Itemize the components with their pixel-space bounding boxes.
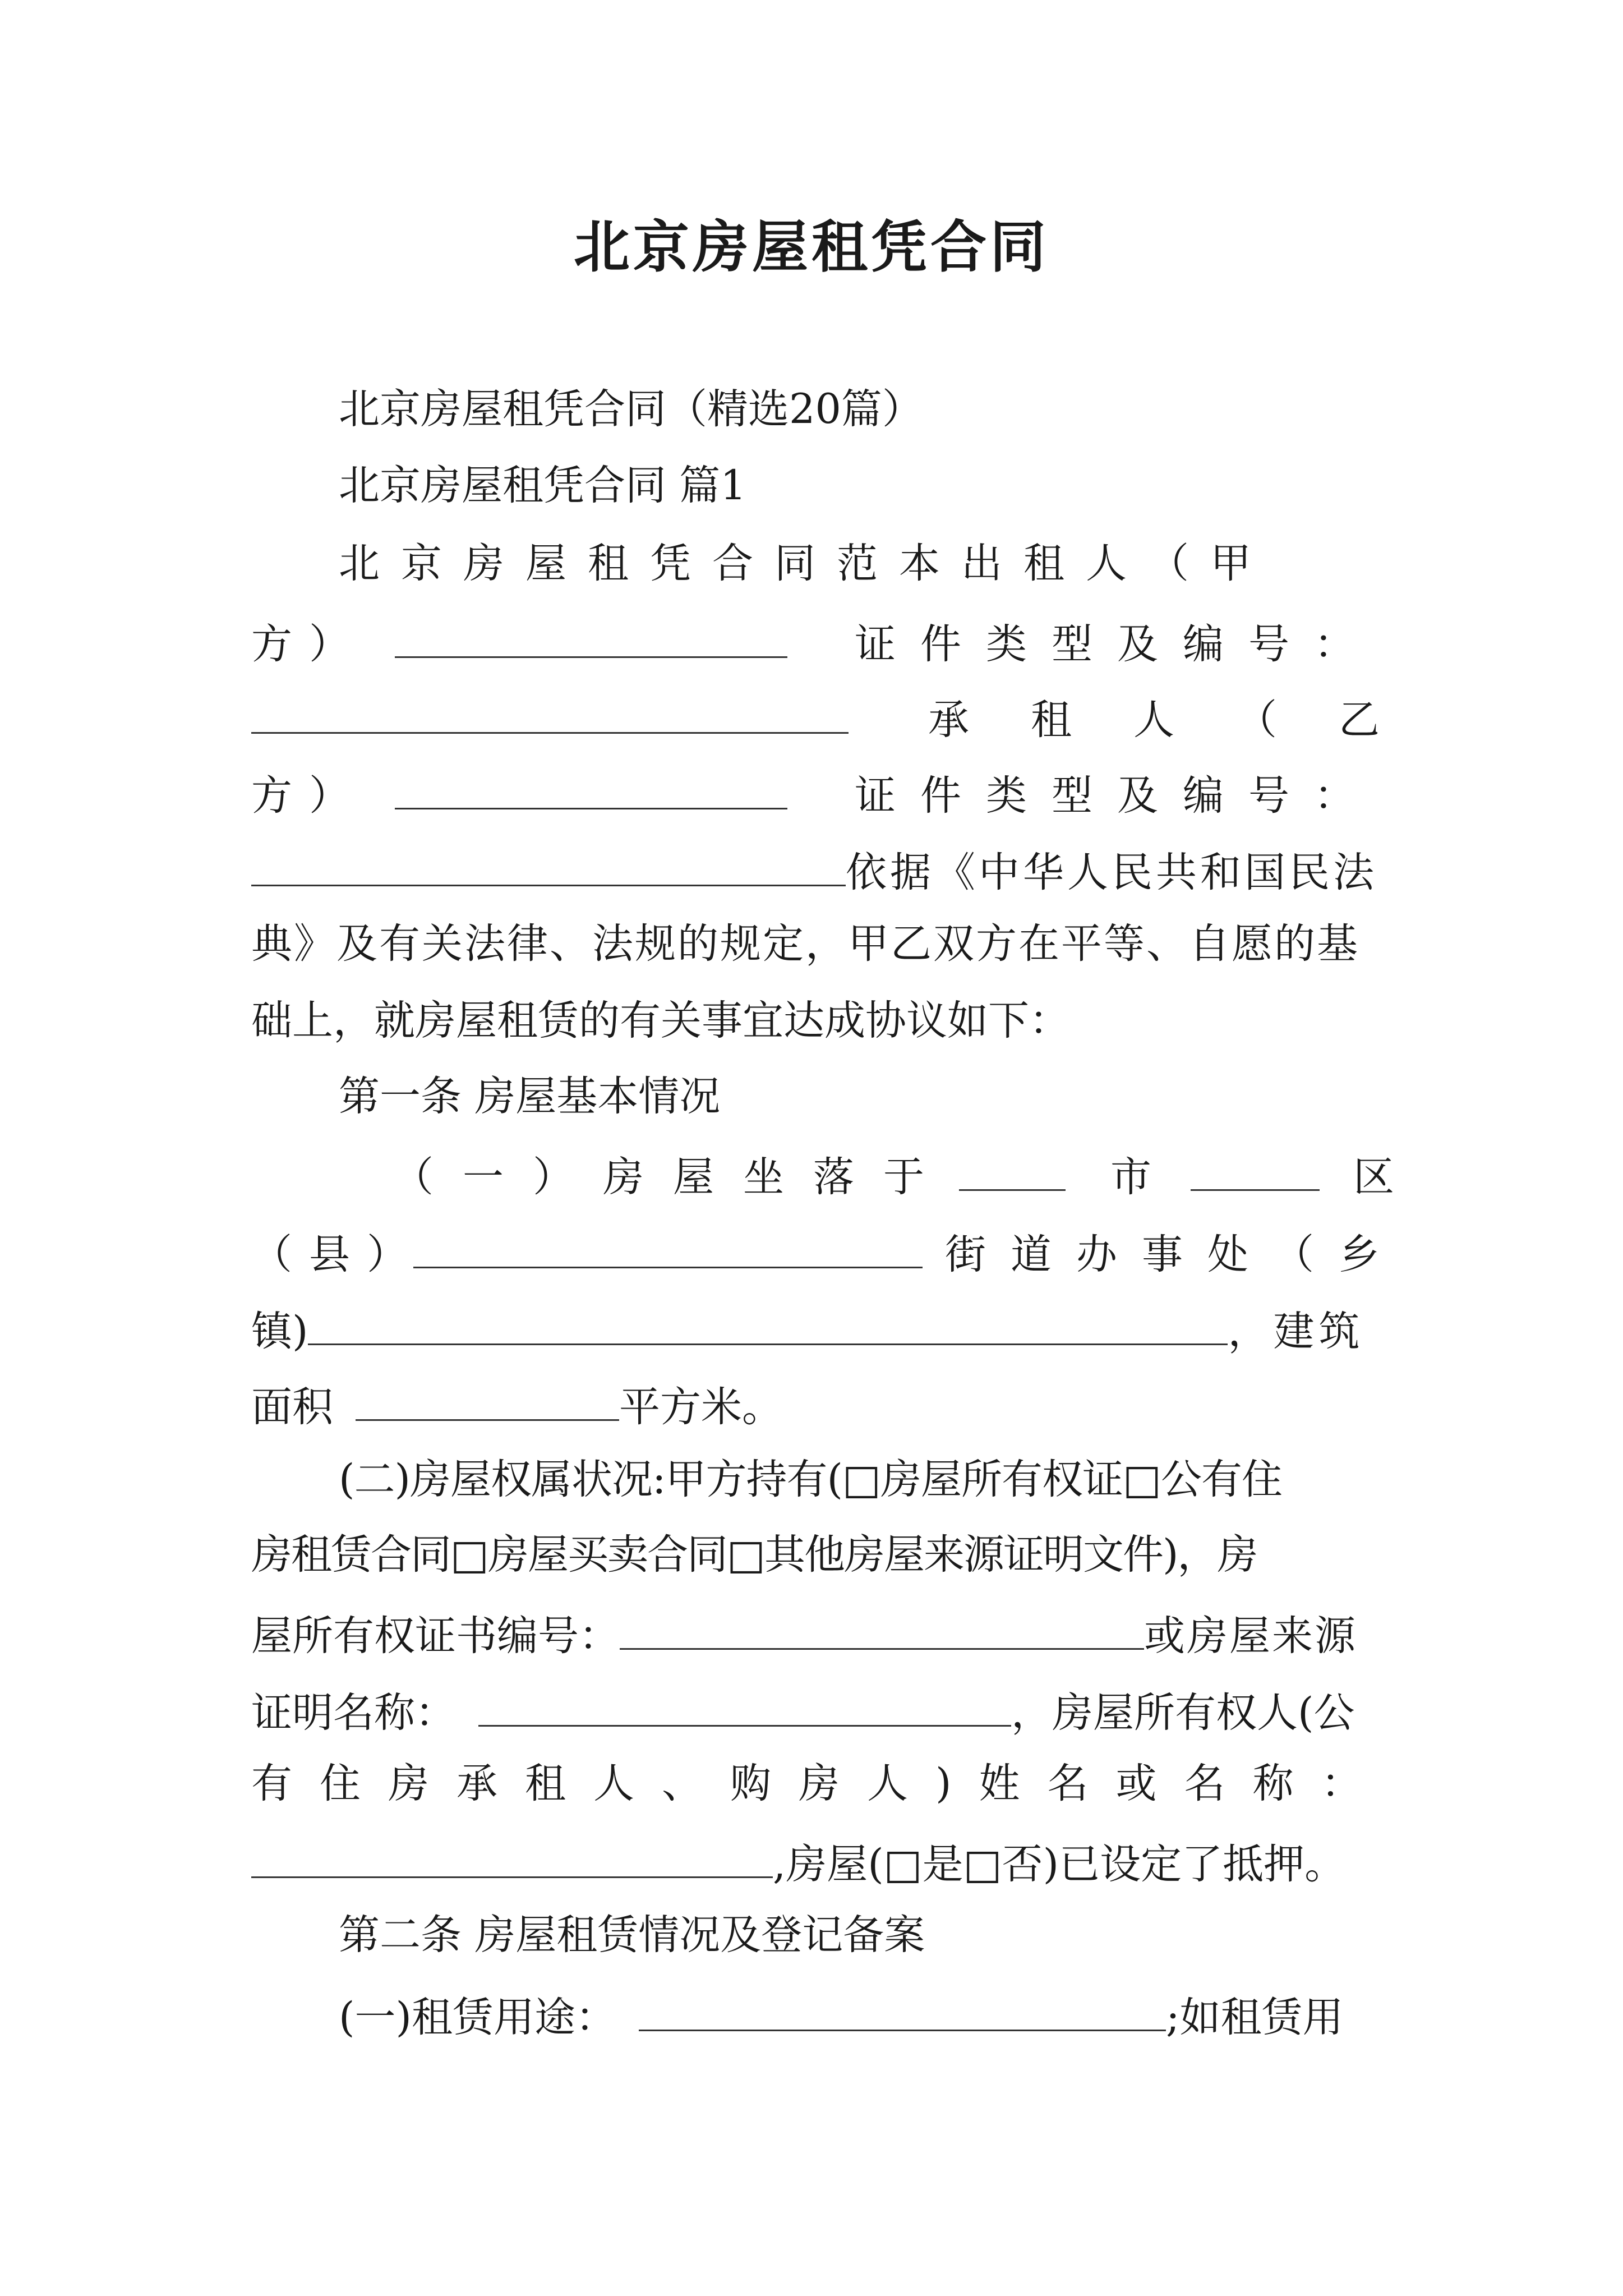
city-label: 市 — [1110, 1153, 1151, 1201]
paragraph-line — [251, 687, 1441, 744]
lease-purpose-label: (一)租赁用途： — [339, 1994, 616, 2041]
id-type-label: 证件类型及编号： — [855, 620, 1380, 668]
lease-purpose-tail: ;如租赁用 — [1165, 1994, 1344, 2041]
paragraph-line — [251, 840, 1380, 896]
section-heading-1: 北京房屋租凭合同 篇1 — [339, 462, 746, 509]
party-b-label-end: 方） — [251, 772, 367, 820]
id-type-label: 证件类型及编号： — [855, 772, 1380, 820]
paragraph-line — [339, 1985, 1380, 2041]
paragraph-line — [393, 1144, 1394, 1201]
owner-name-blank[interactable] — [251, 1832, 773, 1878]
paragraph-line — [251, 1299, 1380, 1355]
party-a-name-blank[interactable] — [395, 611, 787, 658]
certificate-number-blank[interactable] — [620, 1603, 1144, 1650]
paragraph-line: 典》及有关法律、法规的规定，甲乙双方在平等、自愿的基 — [251, 920, 1359, 968]
area-blank[interactable] — [356, 1374, 619, 1421]
paragraph-line — [251, 611, 1380, 668]
town-blank[interactable] — [308, 1299, 1228, 1345]
street-office-label: 街道办事处（乡 — [945, 1231, 1404, 1278]
district-label: 区 — [1353, 1153, 1394, 1201]
paragraph-line: 房租赁合同□房屋买卖合同□其他房屋来源证明文件)，房 — [251, 1531, 1257, 1579]
article-2-heading: 第二条 房屋租赁情况及登记备案 — [339, 1911, 925, 1959]
paragraph-line — [251, 1374, 1380, 1430]
town-label: 镇) — [251, 1308, 308, 1355]
city-blank[interactable] — [959, 1144, 1066, 1191]
paragraph-line: 础上，就房屋租赁的有关事宜达成协议如下： — [251, 997, 1070, 1045]
mortgage-status: ,房屋(□是□否)已设定了抵押。 — [773, 1841, 1346, 1888]
law-reference-text: 依据《中华人民共和国民法 — [846, 849, 1377, 896]
paragraph-line — [251, 1603, 1380, 1659]
area-unit: 平方米。 — [619, 1383, 783, 1431]
paragraph-line: 北京房屋租凭合同范本出租人（甲 — [339, 540, 1272, 587]
paragraph-line: 有住房承租人、购房人)姓名或名称： — [251, 1760, 1390, 1807]
party-b-name-blank[interactable] — [395, 763, 787, 809]
document-title: 北京房屋租凭合同 — [574, 214, 1049, 280]
proof-name-label: 证明名称： — [251, 1689, 456, 1737]
paragraph-line — [251, 1832, 1380, 1888]
certificate-number-label: 屋所有权证书编号： — [251, 1612, 620, 1660]
party-b-id-blank[interactable] — [251, 840, 846, 886]
county-label: （县） — [251, 1231, 425, 1278]
area-label: 面积 — [251, 1383, 333, 1431]
building-label: ，建筑 — [1228, 1308, 1364, 1355]
county-blank[interactable] — [413, 1222, 923, 1268]
party-a-id-blank[interactable] — [251, 687, 849, 734]
paragraph-line — [251, 1680, 1380, 1736]
paragraph-line: (二)房屋权属状况:甲方持有(□房屋所有权证□公有住 — [339, 1456, 1282, 1503]
party-b-label: 承租人（乙 — [928, 696, 1441, 744]
paragraph-line — [251, 1222, 1404, 1278]
paragraph-line — [251, 763, 1380, 819]
proof-name-blank[interactable] — [478, 1680, 1011, 1727]
subtitle-line: 北京房屋租凭合同（精选20篇） — [339, 385, 923, 433]
lease-purpose-blank[interactable] — [639, 1985, 1166, 2031]
location-label: （一）房屋坐落于 — [393, 1153, 953, 1201]
party-a-label: 方） — [251, 620, 367, 668]
owner-label: ，房屋所有权人(公 — [1011, 1689, 1355, 1737]
article-1-heading: 第一条 房屋基本情况 — [339, 1073, 721, 1120]
district-blank[interactable] — [1191, 1144, 1320, 1191]
source-label: 或房屋来源 — [1144, 1612, 1357, 1660]
